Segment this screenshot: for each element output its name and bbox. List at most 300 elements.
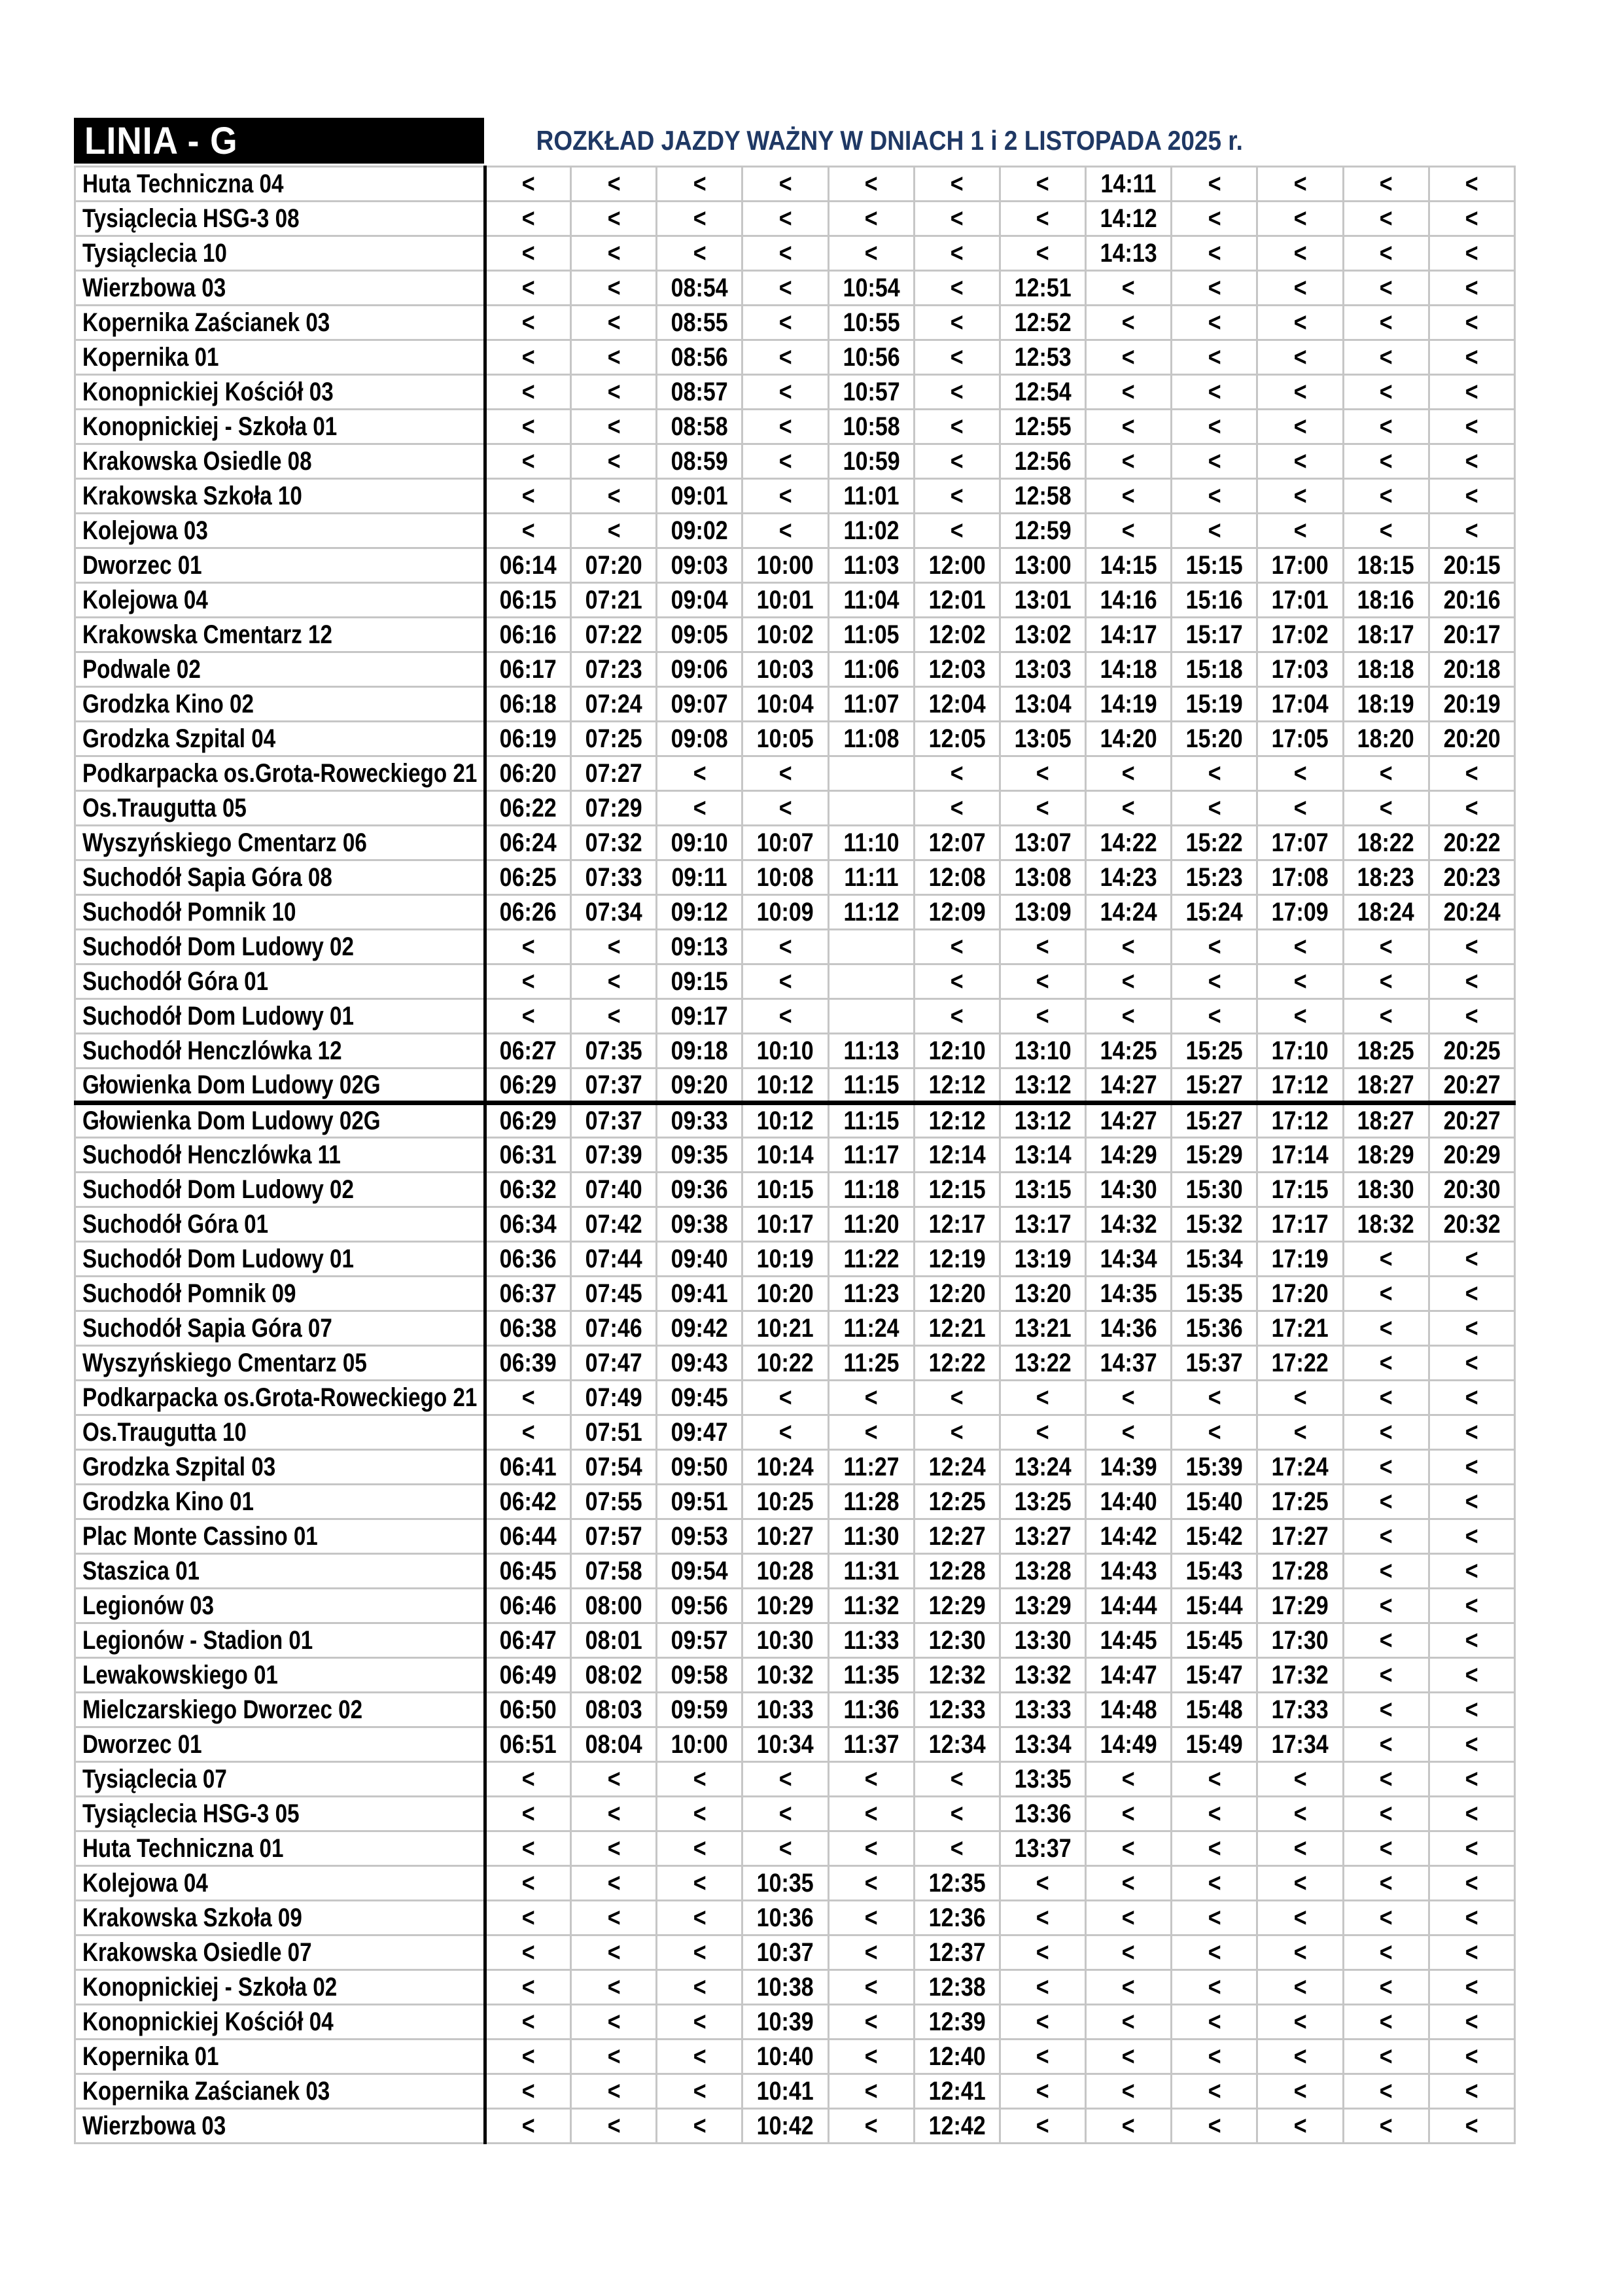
time-cell [1086,687,1172,722]
time-cell [742,1138,828,1173]
stop-name-label: Suchodół Henczlówka 11 [82,1140,341,1169]
skip-chevron: < [1465,1383,1478,1412]
time-cell [1257,1103,1343,1138]
skip-chevron: < [607,1764,621,1793]
time-cell [657,964,742,999]
no-service-cell [1429,1658,1514,1693]
skip-chevron: < [864,2111,878,2140]
stop-name-label: Staszica 01 [82,1556,200,1585]
skip-chevron: < [1379,273,1393,302]
stop-name-label: Suchodół Dom Ludowy 02 [82,932,354,961]
time-value: 07:20 [585,550,642,580]
stop-name-cell [75,1034,485,1069]
time-cell [742,1693,828,1727]
skip-chevron: < [1379,2041,1393,2071]
time-value: 06:20 [500,758,557,788]
time-value: 09:42 [671,1313,728,1343]
time-cell [1172,1693,1257,1727]
skip-chevron: < [1122,932,1136,961]
stop-name-label: Dworzec 01 [82,550,202,580]
table-row [75,1554,1515,1589]
skip-chevron: < [950,932,964,961]
skip-chevron: < [1465,932,1478,961]
time-value: 13:02 [1014,620,1072,649]
time-cell [1000,306,1085,340]
skip-chevron: < [521,1764,535,1793]
time-value: 10:24 [757,1452,814,1481]
no-service-cell [1429,999,1514,1034]
time-cell [657,1138,742,1173]
time-value: 17:10 [1272,1036,1329,1065]
skip-chevron: < [1465,1279,1478,1308]
no-service-cell [1343,1554,1429,1589]
no-service-cell [1343,1311,1429,1346]
skip-chevron: < [950,1001,964,1031]
skip-chevron: < [1122,2076,1136,2106]
skip-chevron: < [950,273,964,302]
skip-chevron: < [1122,377,1136,406]
time-cell [914,1554,1000,1589]
skip-chevron: < [1293,793,1307,822]
time-cell [828,1207,914,1242]
no-service-cell [1343,964,1429,999]
skip-chevron: < [1122,1937,1136,1967]
page-title [487,118,1292,164]
skip-chevron: < [1465,793,1478,822]
no-service-cell [828,202,914,236]
skip-chevron: < [950,342,964,372]
skip-chevron: < [1208,1383,1221,1412]
time-cell [1000,1173,1085,1207]
time-value: 14:15 [1100,550,1157,580]
no-service-cell [1257,1935,1343,1970]
stop-name-label: Krakowska Szkoła 10 [82,481,302,510]
time-value: 12:38 [928,1972,986,2002]
table-row [75,1589,1515,1623]
no-service-cell [1257,2040,1343,2074]
time-cell [485,1693,571,1727]
time-cell [1000,1797,1085,1831]
no-service-cell [1086,1970,1172,2005]
skip-chevron: < [1465,169,1478,198]
skip-chevron: < [693,1868,707,1898]
time-value: 12:39 [928,2007,986,2036]
time-value: 17:24 [1272,1452,1329,1481]
time-cell [657,306,742,340]
stop-name-label: Głowienka Dom Ludowy 02G [82,1106,381,1135]
time-value: 09:18 [671,1036,728,1065]
no-service-cell [485,410,571,444]
time-cell [914,1623,1000,1658]
time-cell [485,1207,571,1242]
no-service-cell [485,2005,571,2040]
time-cell [1343,652,1429,687]
skip-chevron: < [1208,169,1221,198]
stop-name-label: Kopernika 01 [82,2041,219,2071]
skip-chevron: < [521,377,535,406]
skip-chevron: < [1465,1521,1478,1551]
time-value: 07:35 [585,1036,642,1065]
time-value: 13:34 [1014,1729,1072,1759]
time-value: 13:30 [1014,1625,1072,1655]
time-cell [1429,548,1514,583]
time-cell [571,652,657,687]
table-row [75,375,1515,410]
skip-chevron: < [1293,2111,1307,2140]
no-service-cell [1429,1242,1514,1277]
time-cell [1000,1346,1085,1381]
time-value: 10:08 [757,862,814,892]
time-cell [657,340,742,375]
stop-name-cell [75,1762,485,1797]
time-cell [485,756,571,791]
time-cell [1086,167,1172,202]
no-service-cell [485,202,571,236]
time-value: 12:15 [928,1174,986,1204]
table-row [75,930,1515,964]
stop-name-cell [75,479,485,514]
stop-name-cell [75,548,485,583]
time-cell [571,1554,657,1589]
stop-name-cell [75,1103,485,1138]
no-service-cell [571,2074,657,2109]
time-cell [571,1138,657,1173]
time-cell [1257,826,1343,860]
stop-name-label: Huta Techniczna 04 [82,169,284,198]
time-cell [1000,1207,1085,1242]
no-service-cell [1343,236,1429,271]
table-row [75,1173,1515,1207]
skip-chevron: < [1465,2041,1478,2071]
no-service-cell [1429,964,1514,999]
no-service-cell [1343,1415,1429,1450]
time-cell [657,999,742,1034]
skip-chevron: < [1036,758,1049,788]
time-cell [571,1519,657,1554]
time-cell [571,1589,657,1623]
time-cell [1343,618,1429,652]
time-value: 09:47 [671,1417,728,1447]
time-cell [1000,1138,1085,1173]
time-cell [914,1242,1000,1277]
no-service-cell [1257,167,1343,202]
skip-chevron: < [1208,1833,1221,1863]
no-service-cell [1429,1554,1514,1589]
time-value: 12:35 [928,1868,986,1898]
time-value: 14:45 [1100,1625,1157,1655]
no-service-cell [1343,1935,1429,1970]
time-value: 08:03 [585,1695,642,1724]
time-value: 12:07 [928,828,986,857]
no-service-cell [1086,2074,1172,2109]
time-value: 20:23 [1443,862,1501,892]
time-cell [742,1173,828,1207]
time-value: 12:21 [928,1313,986,1343]
time-value: 14:48 [1100,1695,1157,1724]
skip-chevron: < [607,308,621,337]
stop-name-cell [75,1138,485,1173]
table-row [75,1762,1515,1797]
time-cell [1000,583,1085,618]
time-value: 10:12 [757,1070,814,1099]
no-service-cell [1429,756,1514,791]
time-value: 12:03 [928,654,986,684]
no-service-cell [1343,791,1429,826]
time-cell [571,1242,657,1277]
time-cell [1086,1207,1172,1242]
stop-name-cell [75,1554,485,1589]
time-value: 06:47 [500,1625,557,1655]
time-value: 11:22 [843,1244,899,1273]
time-cell [1000,826,1085,860]
skip-chevron: < [1293,966,1307,996]
time-cell [1257,652,1343,687]
skip-chevron: < [864,2041,878,2071]
time-cell [1257,1658,1343,1693]
stop-name-cell [75,1207,485,1242]
time-value: 06:24 [500,828,557,857]
stop-name-label: Mielczarskiego Dworzec 02 [82,1695,363,1724]
time-value: 17:12 [1272,1106,1329,1135]
no-service-cell [828,2040,914,2074]
skip-chevron: < [693,238,707,268]
time-value: 10:36 [757,1903,814,1932]
no-service-cell [1429,1346,1514,1381]
time-cell [485,722,571,756]
time-cell [1000,1034,1085,1069]
no-service-cell [1343,1970,1429,2005]
no-service-cell [828,1970,914,2005]
no-service-cell [1172,271,1257,306]
no-service-cell [571,375,657,410]
time-cell [571,1693,657,1727]
time-cell [1000,1554,1085,1589]
stop-name-cell [75,964,485,999]
time-cell [571,1346,657,1381]
skip-chevron: < [1465,1452,1478,1481]
time-value: 17:01 [1272,585,1329,614]
time-cell [1000,479,1085,514]
time-value: 13:07 [1014,828,1072,857]
skip-chevron: < [521,2007,535,2036]
time-value: 18:15 [1357,550,1415,580]
time-value: 06:22 [500,793,557,822]
skip-chevron: < [778,342,792,372]
time-value: 10:07 [757,828,814,857]
time-cell [914,1485,1000,1519]
time-cell [1257,1034,1343,1069]
skip-chevron: < [521,2076,535,2106]
time-value: 14:24 [1100,897,1157,927]
time-value: 11:01 [843,481,899,510]
stop-name-cell [75,375,485,410]
no-service-cell [1429,1381,1514,1415]
table-row [75,444,1515,479]
no-service-cell [1172,756,1257,791]
no-service-cell [1257,1901,1343,1935]
time-cell [1343,548,1429,583]
time-value: 10:28 [757,1556,814,1585]
stop-name-label: Krakowska Osiedle 08 [82,446,312,476]
no-service-cell [742,1762,828,1797]
time-cell [657,722,742,756]
time-cell [828,583,914,618]
time-value: 10:59 [843,446,900,476]
skip-chevron: < [1208,932,1221,961]
time-value: 11:07 [843,689,899,718]
time-cell [657,271,742,306]
skip-chevron: < [607,169,621,198]
stop-name-label: Suchodół Sapia Góra 08 [82,862,332,892]
time-value: 17:02 [1272,620,1329,649]
time-cell [571,1277,657,1311]
no-service-cell [1172,2005,1257,2040]
time-cell [1172,618,1257,652]
skip-chevron: < [693,793,707,822]
time-value: 13:24 [1014,1452,1072,1481]
no-service-cell [1000,1935,1085,1970]
skip-chevron: < [950,793,964,822]
time-value: 08:57 [671,377,728,406]
time-cell [1257,1138,1343,1173]
time-cell [1257,1693,1343,1727]
skip-chevron: < [1379,1695,1393,1724]
time-value: 11:03 [843,550,899,580]
skip-chevron: < [1122,412,1136,441]
time-cell [828,618,914,652]
stop-name-label: Tysiąclecia 10 [82,238,227,268]
skip-chevron: < [864,1833,878,1863]
time-value: 11:27 [843,1452,899,1481]
table-row [75,306,1515,340]
time-cell [1086,1173,1172,1207]
time-cell [1086,1277,1172,1311]
time-value: 10:57 [843,377,900,406]
time-cell [485,652,571,687]
skip-chevron: < [864,1417,878,1447]
time-value: 20:16 [1443,585,1501,614]
table-row [75,1138,1515,1173]
time-value: 17:09 [1272,897,1329,927]
no-service-cell [1086,999,1172,1034]
skip-chevron: < [864,1799,878,1828]
skip-chevron: < [1036,966,1049,996]
no-service-cell [1343,756,1429,791]
time-value: 17:12 [1272,1070,1329,1099]
no-service-cell [1000,2074,1085,2109]
time-value: 06:19 [500,724,557,753]
no-service-cell [485,514,571,548]
no-service-cell [1429,2109,1514,2144]
time-cell [657,1034,742,1069]
no-service-cell [1343,1727,1429,1762]
stop-name-cell [75,1866,485,1901]
time-value: 06:38 [500,1313,557,1343]
time-cell [485,1727,571,1762]
no-service-cell [1429,444,1514,479]
time-cell [914,2074,1000,2109]
no-service-cell [1257,756,1343,791]
time-cell [828,1277,914,1311]
time-cell [1086,618,1172,652]
no-service-cell [1257,306,1343,340]
time-cell [1172,1519,1257,1554]
time-value: 12:02 [928,620,986,649]
skip-chevron: < [864,2007,878,2036]
time-cell [914,1069,1000,1103]
skip-chevron: < [1208,342,1221,372]
time-value: 11:06 [843,654,899,684]
time-value: 17:22 [1272,1348,1329,1377]
skip-chevron: < [1208,793,1221,822]
time-value: 09:56 [671,1591,728,1620]
no-service-cell [1172,1415,1257,1450]
time-cell [1172,1069,1257,1103]
skip-chevron: < [1379,1452,1393,1481]
time-value: 18:20 [1357,724,1415,753]
time-value: 20:20 [1443,724,1501,753]
no-service-cell [1343,1381,1429,1415]
skip-chevron: < [1122,481,1136,510]
stop-name-label: Suchodół Góra 01 [82,1209,269,1239]
time-cell [742,1554,828,1589]
skip-chevron: < [1036,2111,1049,2140]
stop-name-cell [75,1589,485,1623]
time-value: 12:36 [928,1903,986,1932]
time-cell [1000,1485,1085,1519]
time-value: 11:12 [843,897,899,927]
no-service-cell [1172,1901,1257,1935]
skip-chevron: < [607,1903,621,1932]
time-cell [485,1623,571,1658]
time-value: 12:05 [928,724,986,753]
time-cell [828,1485,914,1519]
time-cell [828,1034,914,1069]
no-service-cell [1000,1901,1085,1935]
time-value: 08:58 [671,412,728,441]
no-service-cell [1257,930,1343,964]
time-value: 06:41 [500,1452,557,1481]
skip-chevron: < [607,2041,621,2071]
skip-chevron: < [950,1833,964,1863]
time-cell [742,1103,828,1138]
time-value: 10:12 [757,1106,814,1135]
skip-chevron: < [521,481,535,510]
no-service-cell [571,999,657,1034]
skip-chevron: < [1122,1417,1136,1447]
no-service-cell [1429,375,1514,410]
time-cell [914,826,1000,860]
no-service-cell [571,202,657,236]
no-service-cell [485,2074,571,2109]
time-value: 07:49 [585,1383,642,1412]
time-value: 09:20 [671,1070,728,1099]
no-service-cell [571,271,657,306]
time-value: 17:08 [1272,862,1329,892]
time-value: 07:32 [585,828,642,857]
time-value: 15:24 [1185,897,1243,927]
time-cell [1429,860,1514,895]
time-cell [828,1346,914,1381]
skip-chevron: < [1465,412,1478,441]
time-cell [1343,1138,1429,1173]
time-cell [914,895,1000,930]
time-cell [1343,1173,1429,1207]
table-row [75,271,1515,306]
skip-chevron: < [1465,1417,1478,1447]
time-value: 12:08 [928,862,986,892]
skip-chevron: < [521,966,535,996]
